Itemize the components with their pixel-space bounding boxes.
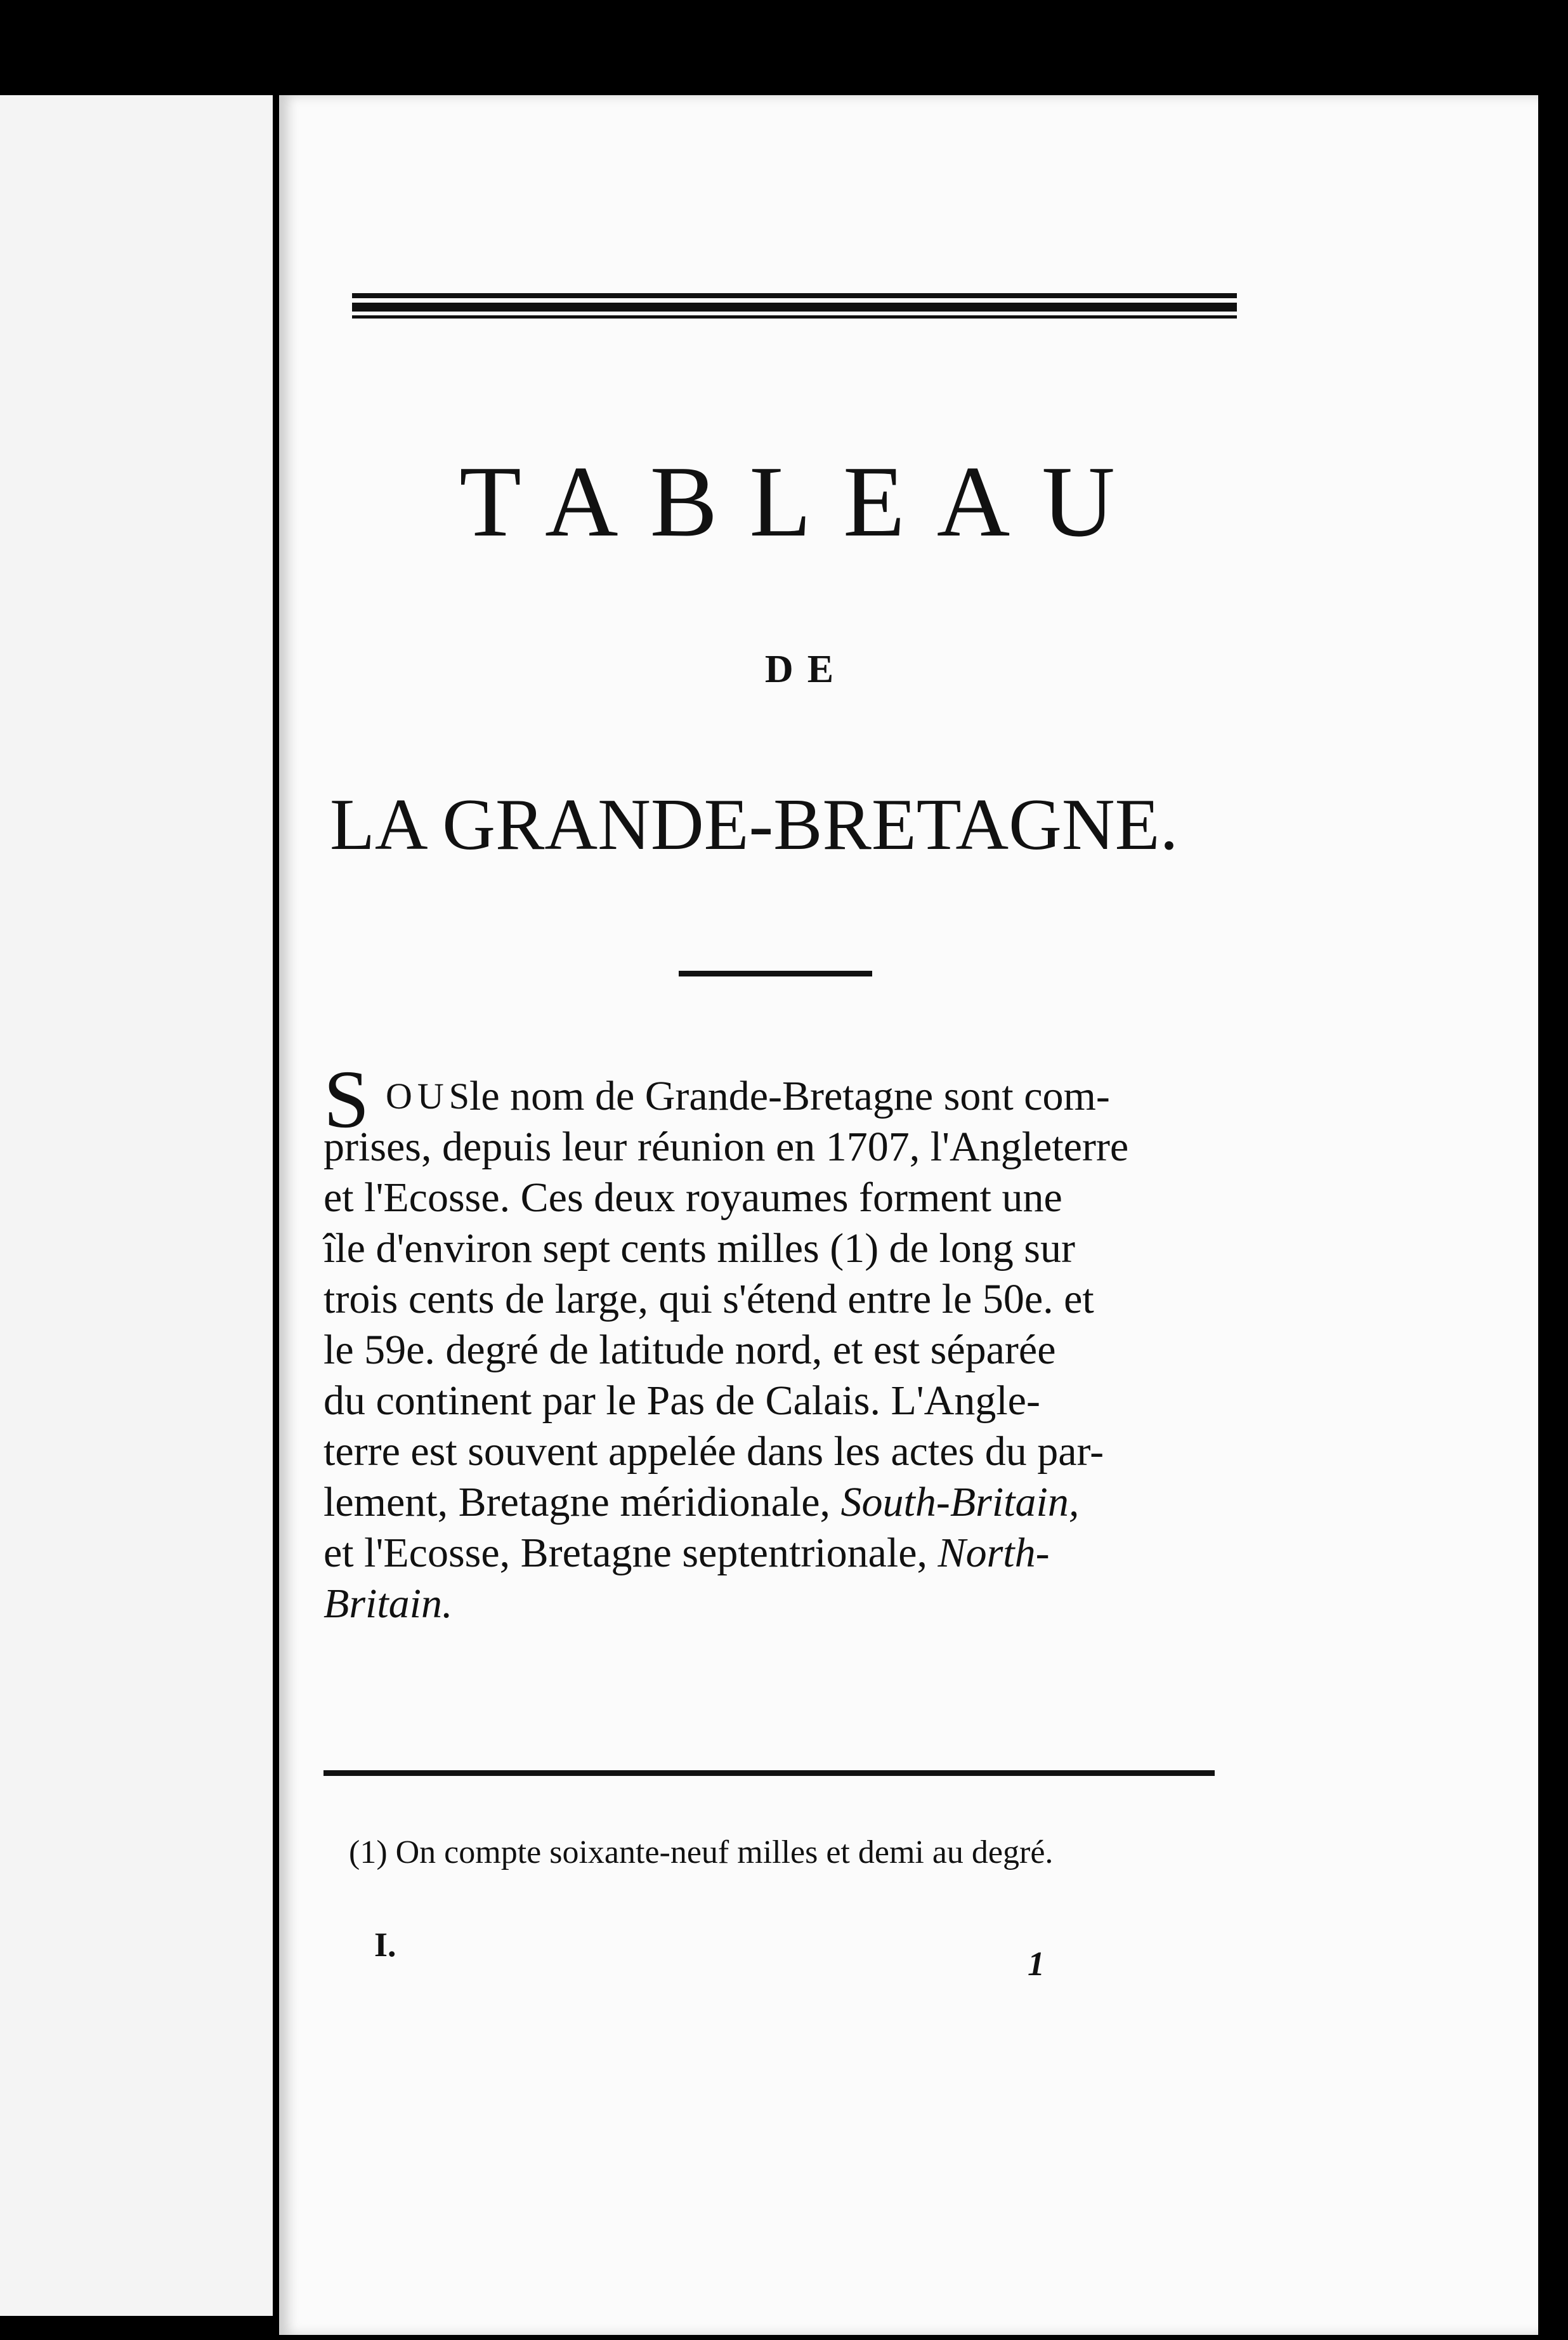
text-roman: et l'Ecosse, Bretagne septentrionale, bbox=[323, 1530, 928, 1576]
small-caps-word: OUS bbox=[386, 1075, 475, 1117]
facing-page bbox=[0, 95, 273, 2316]
text-italic: Britain. bbox=[323, 1581, 453, 1627]
text-line-2: prises, depuis leur réunion en 1707, l'Angleterre bbox=[323, 1124, 1129, 1170]
printer-signature: I. bbox=[374, 1926, 396, 1964]
title-connector: DE bbox=[764, 648, 848, 691]
page-subtitle: LA GRANDE-BRETAGNE. bbox=[330, 784, 1179, 865]
text-italic: South-Britain, bbox=[840, 1479, 1080, 1525]
footnote-rule bbox=[323, 1770, 1215, 1776]
text-italic: North- bbox=[938, 1530, 1050, 1576]
section-divider bbox=[679, 971, 872, 976]
text-line bbox=[323, 1054, 1243, 1145]
text-line-7: du continent par le Pas de Calais. L'Angle- bbox=[323, 1377, 1040, 1424]
text-line-11 bbox=[323, 1581, 1243, 1627]
text-line-5: trois cents de large, qui s'étend entre le 50e. et bbox=[323, 1276, 1094, 1322]
text-line-10 bbox=[323, 1530, 1243, 1576]
text-line-1: le nom de Grande-Bretagne sont com- bbox=[469, 1073, 1110, 1119]
header-ornamental-rule bbox=[352, 293, 1237, 319]
text-line-4: île d'environ sept cents milles (1) de long sur bbox=[323, 1225, 1075, 1272]
footnote: (1) On compte soixante-neuf milles et demi au degré. bbox=[349, 1834, 1054, 1870]
text-line-6: le 59e. degré de latitude nord, et est séparée bbox=[323, 1327, 1056, 1373]
text-line-3: et l'Ecosse. Ces deux royaumes forment une bbox=[323, 1174, 1062, 1221]
text-line-9 bbox=[323, 1479, 1243, 1525]
drop-cap: S bbox=[323, 1054, 370, 1145]
body-paragraph bbox=[323, 1054, 1243, 1725]
page-title: TABLEAU bbox=[459, 445, 1147, 558]
text-roman: lement, Bretagne méridionale, bbox=[323, 1479, 831, 1525]
page-number: 1 bbox=[1028, 1945, 1045, 1983]
text-line-8: terre est souvent appelée dans les actes du par- bbox=[323, 1428, 1104, 1475]
